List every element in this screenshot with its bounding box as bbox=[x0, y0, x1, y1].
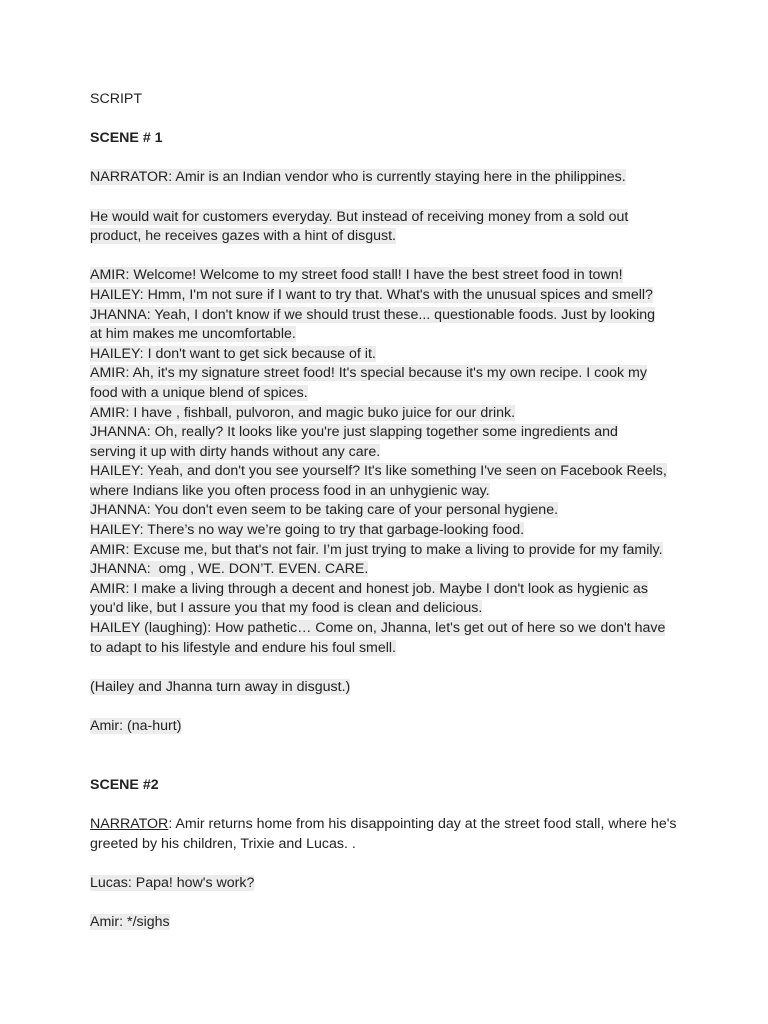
scene-1-narrator bbox=[90, 168, 690, 188]
dialogue-text: at him makes me uncomfortable. bbox=[90, 326, 296, 343]
dialogue-line bbox=[90, 266, 690, 286]
amir-hurt-line bbox=[90, 717, 690, 737]
scene-2-narrator-line bbox=[90, 815, 690, 835]
dialogue-text: AMIR: Welcome! Welcome to my street food stall! I have the best street food in town! bbox=[90, 267, 623, 284]
narrator-text: : Amir returns home from his disappointing day at the street food stall, where he's bbox=[168, 815, 677, 832]
dialogue-text: AMIR: Ah, it's my signature street food! It's special because it's my own recipe. I cook my bbox=[90, 365, 647, 382]
lucas-text: Lucas: Papa! how's work? bbox=[90, 874, 255, 891]
scene-2-heading: SCENE #2 bbox=[90, 776, 159, 793]
dialogue-line bbox=[90, 286, 690, 306]
scene-1-heading: SCENE # 1 bbox=[90, 130, 163, 147]
dialogue-line bbox=[90, 443, 690, 463]
dialogue-line bbox=[90, 619, 690, 639]
dialogue-line bbox=[90, 521, 690, 541]
dialogue-text: JHANNA: You don't even seem to be taking care of your personal hygiene. bbox=[90, 502, 559, 519]
dialogue-text: AMIR: I make a living through a decent and honest job. Maybe I don't look as hygienic as bbox=[90, 580, 648, 597]
dialogue-text: JHANNA: Yeah, I don't know if we should trust these... questionable foods. Just by looking bbox=[90, 306, 656, 323]
dialogue-line bbox=[90, 404, 690, 424]
dialogue-line bbox=[90, 541, 690, 561]
spacer bbox=[90, 697, 690, 717]
dialogue-text: food with a unique blend of spices. bbox=[90, 384, 308, 401]
dialogue-text: JHANNA: omg , WE. DON’T. EVEN. CARE. bbox=[90, 561, 369, 578]
paragraph-text: product, he receives gazes with a hint of disgust. bbox=[90, 228, 396, 245]
dialogue-text: where Indians like you often process food in an unhygienic way. bbox=[90, 482, 490, 499]
spacer bbox=[90, 893, 690, 913]
dialogue-text: JHANNA: Oh, really? It looks like you're just slapping together some ingredients and bbox=[90, 424, 618, 441]
spacer bbox=[90, 247, 690, 267]
amir-hurt-text: Amir: (na-hurt) bbox=[90, 718, 182, 734]
spacer bbox=[90, 854, 690, 874]
dialogue-line bbox=[90, 482, 690, 502]
scene-1-paragraph-line bbox=[90, 227, 690, 247]
dialogue-line bbox=[90, 306, 690, 326]
spacer bbox=[90, 795, 690, 815]
script-title: SCRIPT bbox=[90, 91, 143, 107]
dialogue-line bbox=[90, 423, 690, 443]
dialogue-line bbox=[90, 384, 690, 404]
dialogue-text: AMIR: Excuse me, but that's not fair. I’m just trying to make a living to provide for my family. bbox=[90, 541, 663, 558]
dialogue-text: AMIR: I have , fishball, pulvoron, and magic buko juice for our drink. bbox=[90, 404, 516, 421]
dialogue-line bbox=[90, 501, 690, 521]
paragraph-text: He would wait for customers everyday. But instead of receiving money from a sold out bbox=[90, 208, 629, 225]
spacer bbox=[90, 658, 690, 678]
dialogue-text: HAILEY: I don't want to get sick because of it. bbox=[90, 345, 376, 362]
dialogue-line bbox=[90, 462, 690, 482]
dialogue-text: HAILEY: There’s no way we’re going to try that garbage-looking food. bbox=[90, 522, 525, 539]
spacer bbox=[90, 110, 690, 130]
scene-2-narrator-line bbox=[90, 835, 690, 855]
dialogue-line bbox=[90, 364, 690, 384]
scene-1-dialogue bbox=[90, 266, 690, 658]
spacer bbox=[90, 149, 690, 169]
narrator-label: NARRATOR bbox=[90, 815, 169, 832]
dialogue-line bbox=[90, 580, 690, 600]
dialogue-line bbox=[90, 345, 690, 365]
dialogue-line bbox=[90, 639, 690, 659]
lucas-line bbox=[90, 874, 690, 894]
script-document bbox=[90, 90, 690, 933]
dialogue-text: HAILEY: Hmm, I'm not sure if I want to try that. What's with the unusual spices and smell? bbox=[90, 286, 653, 303]
spacer bbox=[90, 737, 690, 776]
scene-1-paragraph-line bbox=[90, 208, 690, 228]
dialogue-line bbox=[90, 599, 690, 619]
dialogue-text: HAILEY: Yeah, and don't you see yourself? It's like something I've seen on Facebook Reels, bbox=[90, 463, 667, 480]
amir-sighs-text: Amir: */sighs bbox=[90, 913, 170, 930]
dialogue-text: to adapt to his lifestyle and endure his foul smell. bbox=[90, 639, 396, 656]
stage-direction bbox=[90, 678, 690, 698]
spacer bbox=[90, 188, 690, 208]
narrator-text: greeted by his children, Trixie and Lucas. . bbox=[90, 835, 356, 852]
dialogue-line bbox=[90, 560, 690, 580]
dialogue-text: HAILEY (laughing): How pathetic… Come on, Jhanna, let's get out of here so we don't have bbox=[90, 620, 666, 637]
narrator-text: NARRATOR: Amir is an Indian vendor who is currently staying here in the philippines. bbox=[90, 169, 626, 186]
amir-sighs-line bbox=[90, 913, 690, 933]
dialogue-text: you'd like, but I assure you that my food is clean and delicious. bbox=[90, 600, 483, 617]
stage-direction-text: (Hailey and Jhanna turn away in disgust.) bbox=[90, 678, 351, 695]
dialogue-text: serving it up with dirty hands without any care. bbox=[90, 443, 381, 460]
dialogue-line bbox=[90, 325, 690, 345]
